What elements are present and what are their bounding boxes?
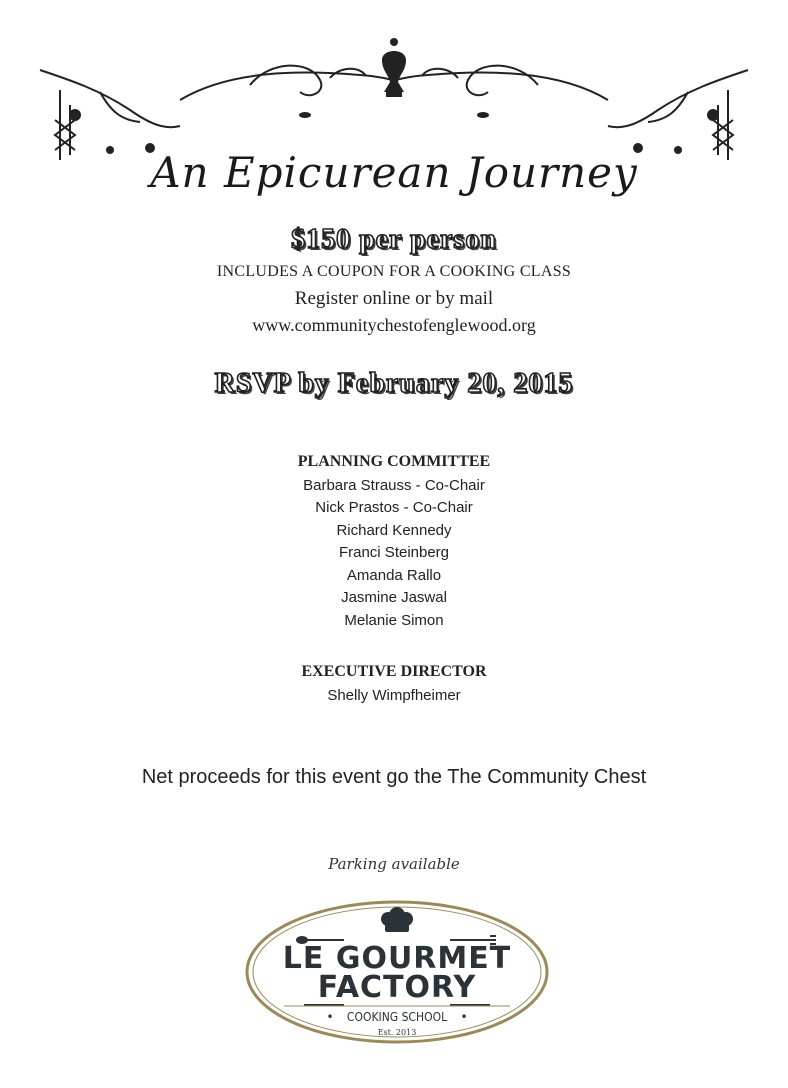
website-link[interactable]: www.communitychestofenglewood.org [252, 315, 536, 335]
planning-committee-heading: PLANNING COMMITTEE [297, 453, 491, 470]
committee-member: Franci Steinberg [338, 544, 450, 561]
logo-dot-left: • [326, 1010, 334, 1024]
parking-note: Parking available [328, 855, 460, 873]
includes-text: INCLUDES A COUPON FOR A COOKING CLASS [216, 263, 572, 280]
committee-member: Jasmine Jaswal [341, 589, 447, 606]
logo-subtitle: COOKING SCHOOL [346, 1010, 448, 1024]
committee-member: Amanda Rallo [346, 567, 442, 584]
executive-director-name: Shelly Wimpfheimer [327, 687, 461, 704]
price-text: $150 per person [291, 224, 497, 255]
logo-dot-right: • [460, 1010, 468, 1024]
logo-line1: LE GOURMET [282, 941, 512, 976]
committee-member: Barbara Strauss - Co-Chair [303, 477, 485, 494]
committee-member: Richard Kennedy [336, 522, 452, 539]
committee-member: Melanie Simon [344, 612, 444, 629]
register-text: Register online or by mail [294, 288, 494, 309]
executive-director-heading: EXECUTIVE DIRECTOR [301, 663, 487, 680]
proceeds-note: Net proceeds for this event go the The Community Chest [141, 766, 647, 788]
le-gourmet-factory-logo [244, 898, 550, 1046]
rsvp-deadline: RSVP by February 20, 2015 [214, 368, 574, 399]
committee-member: Nick Prastos - Co-Chair [315, 499, 473, 516]
logo-established: Est. 2013 [377, 1028, 417, 1037]
logo-line2: FACTORY [317, 970, 477, 1005]
event-title: An Epicurean Journey [150, 148, 638, 197]
